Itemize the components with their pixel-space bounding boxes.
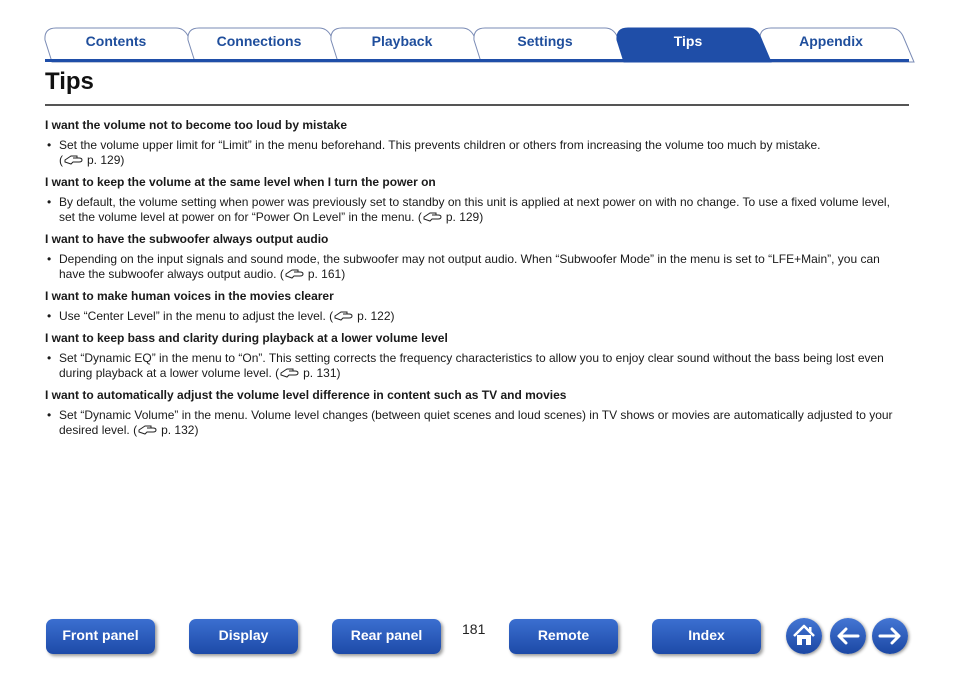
- tip-bullet: [45, 309, 907, 324]
- front-panel-button[interactable]: Front panel: [46, 619, 155, 654]
- tip-section: [45, 331, 907, 381]
- title-divider: [45, 104, 909, 106]
- tab-playback[interactable]: Playback: [371, 33, 433, 49]
- back-arrow-icon: [830, 618, 866, 654]
- tip-bullet: [45, 351, 907, 381]
- tip-section: [45, 118, 907, 168]
- back-button[interactable]: [830, 618, 866, 654]
- bullet-dot: •: [47, 252, 52, 266]
- bullet-dot: •: [47, 309, 52, 323]
- tip-section: [45, 175, 907, 225]
- tab-settings[interactable]: Settings: [517, 33, 573, 49]
- forward-arrow-icon: [872, 618, 908, 654]
- tab-bar: [0, 0, 954, 64]
- display-button[interactable]: Display: [189, 619, 298, 654]
- page-reference-text: p. 129: [87, 153, 121, 167]
- tip-section: [45, 232, 907, 282]
- tab-baseline: [45, 59, 909, 62]
- page-reference-link[interactable]: ( p. 161): [279, 267, 346, 281]
- page-number: 181: [462, 621, 486, 637]
- tip-text: By default, the volume setting when power was previously set to standby on this unit is applied at next power on with no change. To use a fixed volume level, set the volume level at power on for “Power On Level” in the menu.: [59, 195, 890, 224]
- rear-panel-button[interactable]: Rear panel: [332, 619, 441, 654]
- tab-appendix[interactable]: Appendix: [799, 33, 863, 49]
- tab-shapes: [0, 0, 954, 64]
- page-reference-text: p. 132: [161, 423, 195, 437]
- see-page-icon: [137, 424, 159, 436]
- page-reference-text: p. 161: [307, 267, 342, 281]
- home-button[interactable]: [786, 618, 822, 654]
- see-page-icon: [279, 367, 301, 379]
- tip-text: Depending on the input signals and sound mode, the subwoofer may not output audio. When “Subwoofer Mode” in the menu is set to “LFE+Main”, you can have the subwoofer always output audio.: [59, 252, 880, 281]
- tip-section: [45, 289, 907, 324]
- tip-text: Set “Dynamic EQ” in the menu to “On”. This setting corrects the frequency characteristics to allow you to enjoy clear sound without the bass being lost even during playback at a lower volume level.: [59, 351, 884, 380]
- see-page-icon: [63, 154, 85, 166]
- see-page-icon: [422, 211, 444, 223]
- index-button[interactable]: Index: [652, 619, 761, 654]
- tip-text: Use “Center Level” in the menu to adjust the level.: [59, 309, 326, 323]
- tab-tips[interactable]: Tips: [673, 33, 703, 49]
- tip-bullet: [45, 252, 907, 282]
- page-reference-text: p. 131: [303, 366, 337, 380]
- tip-heading: I want to keep bass and clarity during playback at a lower volume level: [45, 331, 448, 345]
- tip-text: Set “Dynamic Volume” in the menu. Volume level changes (between quiet scenes and loud scenes) in TV shows or movies are automatically adjusted to your desired level.: [59, 408, 893, 437]
- tab-connections[interactable]: Connections: [216, 33, 302, 49]
- page-title: Tips: [45, 68, 94, 95]
- bullet-dot: •: [47, 195, 52, 209]
- bullet-dot: •: [47, 351, 52, 365]
- bullet-dot: •: [47, 408, 52, 422]
- tip-bullet: [45, 138, 907, 168]
- tip-heading: I want to keep the volume at the same level when I turn the power on: [45, 175, 436, 189]
- page-reference-text: p. 129: [445, 210, 480, 224]
- page-reference-link[interactable]: ( p. 129): [59, 153, 125, 167]
- page-reference-link[interactable]: ( p. 132): [133, 423, 199, 437]
- tip-bullet: [45, 408, 907, 438]
- page-reference-text: p. 122: [357, 309, 391, 323]
- remote-button[interactable]: Remote: [509, 619, 618, 654]
- tip-heading: I want the volume not to become too loud by mistake: [45, 118, 348, 132]
- tip-heading: I want to have the subwoofer always output audio: [45, 232, 329, 246]
- page-reference-link[interactable]: ( p. 131): [275, 366, 341, 380]
- see-page-icon: [284, 268, 306, 280]
- page-reference-link[interactable]: ( p. 129): [417, 210, 484, 224]
- tip-heading: I want to make human voices in the movies clearer: [45, 289, 334, 303]
- tip-section: [45, 388, 907, 438]
- see-page-icon: [333, 310, 355, 322]
- bullet-dot: •: [47, 138, 52, 152]
- tip-heading: I want to automatically adjust the volume level difference in content such as TV and movies: [45, 388, 567, 402]
- page-reference-link[interactable]: ( p. 122): [329, 309, 395, 323]
- home-icon: [786, 618, 822, 654]
- forward-button[interactable]: [872, 618, 908, 654]
- tip-bullet: [45, 195, 907, 225]
- tab-contents[interactable]: Contents: [85, 33, 147, 49]
- tips-content: [45, 118, 907, 445]
- tip-text: Set the volume upper limit for “Limit” in the menu beforehand. This prevents children or others from increasing the volume too much by mistake.: [59, 138, 821, 152]
